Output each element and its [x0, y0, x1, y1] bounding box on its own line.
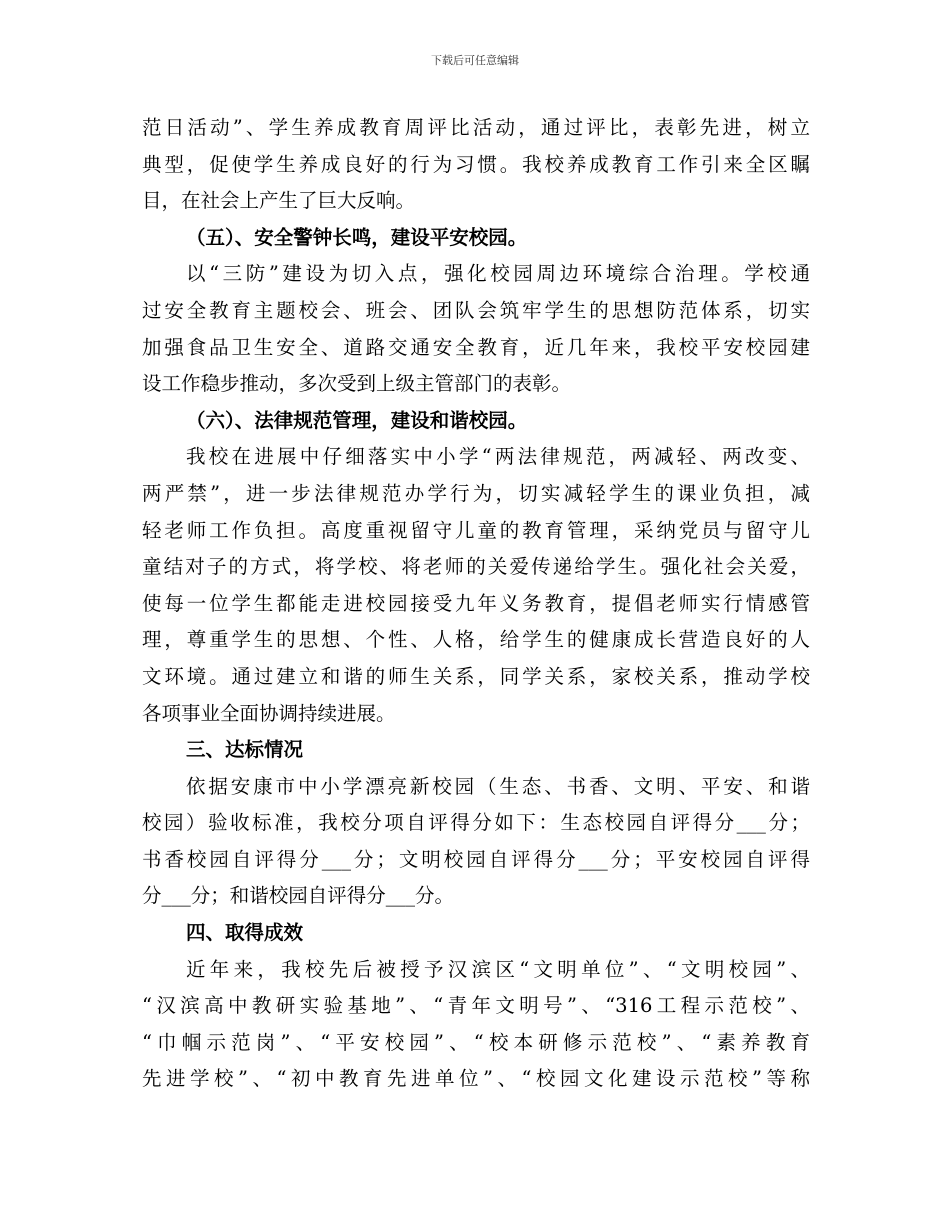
paragraph-last-line: 设工作稳步推动，多次受到上级主管部门的表彰。 — [142, 372, 572, 396]
section-heading: 四、取得成效 — [186, 921, 304, 945]
paragraph-last-line: 各项事业全面协调持续进展。 — [142, 701, 396, 725]
paragraph-line: 文环境。通过建立和谐的师生关系，同学关系，家校关系，推动学校 — [142, 664, 810, 688]
paragraph-line: 典型，促使学生养成良好的行为习惯。我校养成教育工作引来全区瞩 — [142, 152, 810, 176]
paragraph-first-line: 依据安康市中小学漂亮新校园（生态、书香、文明、平安、和谐 — [186, 774, 810, 798]
paragraph-line: 轻老师工作负担。高度重视留守儿童的教育管理，采纳党员与留守儿 — [142, 518, 810, 542]
paragraph-first-line: 近年来，我校先后被授予汉滨区“文明单位”、“文明校园”、 — [186, 957, 810, 981]
subsection-heading: （六）、法律规范管理，建设和谐校园。 — [186, 408, 528, 432]
paragraph-line: 理，尊重学生的思想、个性、人格，给学生的健康成长营造良好的人 — [142, 628, 810, 652]
paragraph-first-line: 我校在进展中仔细落实中小学“两法律规范，两减轻、两改变、 — [186, 445, 810, 469]
paragraph-line: 校园）验收标准，我校分项自评得分如下：生态校园自评得分___分； — [142, 811, 810, 835]
paragraph-line: 先进学校”、“初中教育先进单位”、“校园文化建设示范校”等称 — [142, 1067, 810, 1091]
document-body — [142, 110, 810, 1098]
paragraph-last-line: 目，在社会上产生了巨大反响。 — [142, 189, 416, 213]
paragraph-line: “汉滨高中教研实验基地”、“青年文明号”、“316工程示范校”、 — [142, 994, 810, 1018]
section-heading: 三、达标情况 — [186, 738, 304, 762]
paragraph-line: “巾帼示范岗”、“平安校园”、“校本研修示范校”、“素养教育 — [142, 1030, 810, 1054]
subsection-heading: （五）、安全警钟长鸣，建设平安校园。 — [186, 225, 528, 249]
paragraph-line: 过安全教育主题校会、班会、团队会筑牢学生的思想防范体系，切实 — [142, 298, 810, 322]
paragraph-line: 童结对子的方式，将学校、将老师的关爱传递给学生。强化社会关爱， — [142, 555, 810, 579]
paragraph-line: 加强食品卫生安全、道路交通安全教育，近几年来，我校平安校园建 — [142, 335, 810, 359]
paragraph-line: 使每一位学生都能走进校园接受九年义务教育，提倡老师实行情感管 — [142, 591, 810, 615]
paragraph-last-line: 分___分；和谐校园自评得分___分。 — [142, 884, 455, 908]
paragraph-first-line: 以“三防”建设为切入点，强化校园周边环境综合治理。学校通 — [186, 262, 810, 286]
paragraph-line: 书香校园自评得分___分；文明校园自评得分___分；平安校园自评得 — [142, 847, 810, 871]
page-header: 下载后可任意编辑 — [431, 54, 519, 67]
paragraph-line: 范日活动”、学生养成教育周评比活动，通过评比，表彰先进，树立 — [142, 116, 810, 139]
paragraph-line: 两严禁”，进一步法律规范办学行为，切实减轻学生的课业负担，减 — [142, 481, 810, 505]
